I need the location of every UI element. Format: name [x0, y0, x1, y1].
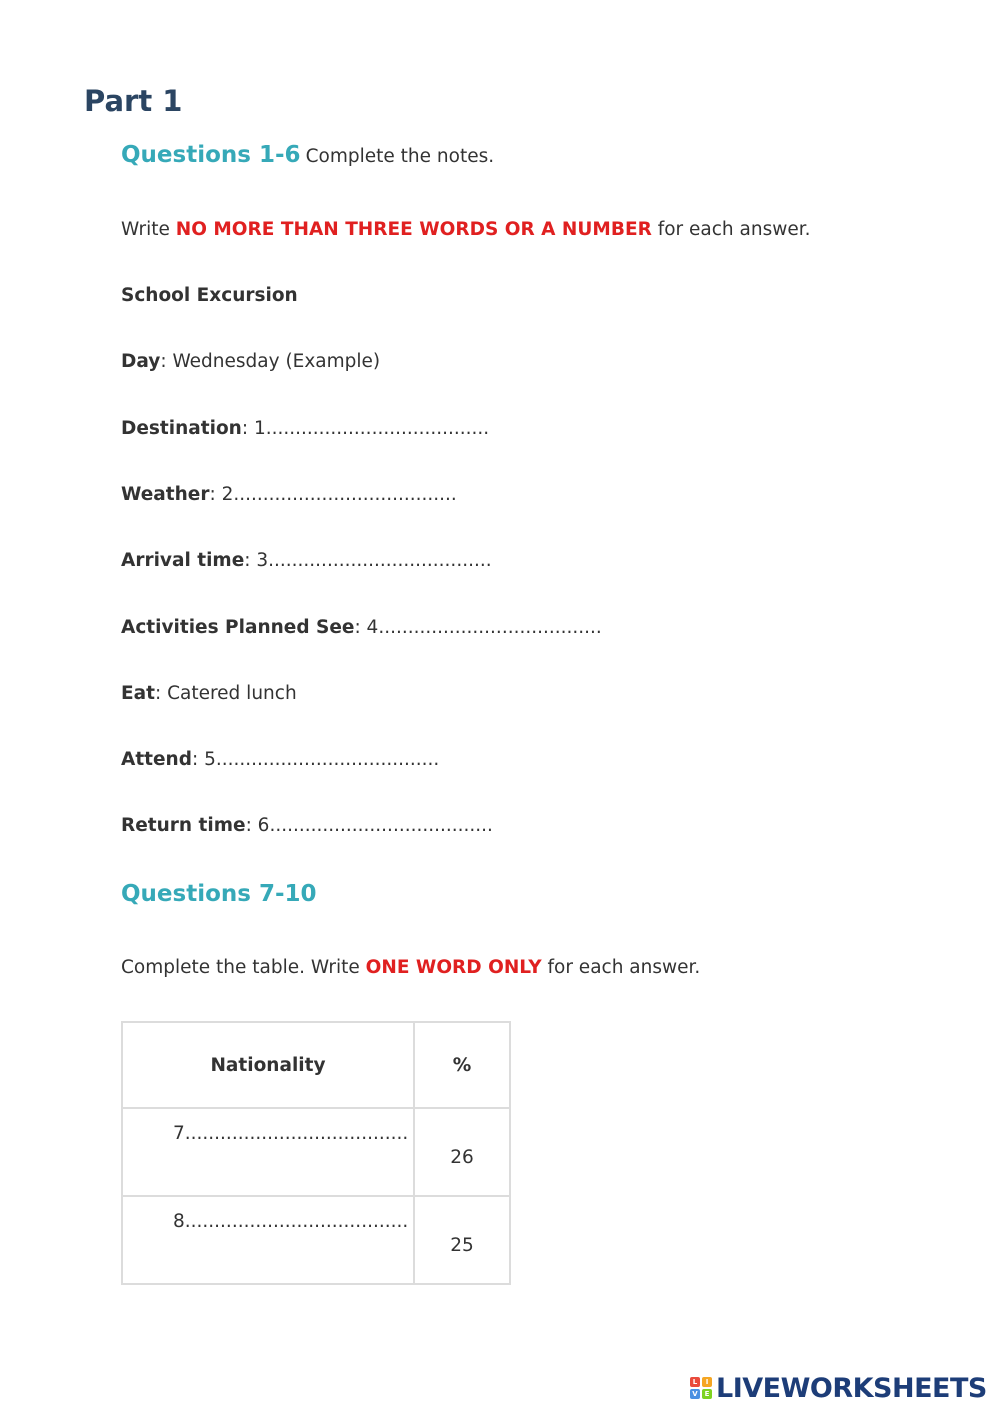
logo-block: V [690, 1389, 700, 1399]
note-destination [121, 418, 489, 439]
note-eat [121, 683, 297, 704]
note-label: Destination [121, 418, 242, 439]
percent-cell [414, 1108, 510, 1196]
note-activities [121, 617, 602, 638]
questions-1-6-note: Complete the notes. [305, 146, 495, 167]
answer-blank-1[interactable]: : 1...................................... [241, 418, 490, 439]
note-value: : Wednesday (Example) [160, 351, 381, 372]
answer-blank-6[interactable]: : 6...................................... [245, 815, 493, 836]
note-label: Weather [121, 484, 210, 505]
logo-block: E [702, 1389, 712, 1399]
instruction-2-emphasis: ONE WORD ONLY [365, 957, 542, 978]
header-nationality: Nationality [122, 1022, 414, 1108]
table-row [122, 1196, 510, 1284]
note-label: Return time [121, 815, 246, 836]
note-attend [121, 749, 439, 770]
instruction-2-post: for each answer. [541, 957, 701, 978]
table-header-row [122, 1022, 510, 1108]
logo-icon [690, 1377, 712, 1399]
note-label: Arrival time [121, 550, 245, 571]
answer-blank-3[interactable]: : 3...................................... [244, 550, 492, 571]
note-return-time [121, 815, 493, 836]
instruction-1 [121, 219, 811, 240]
note-label: Activities Planned See [121, 617, 355, 638]
note-arrival-time [121, 550, 492, 571]
percent-cell [414, 1196, 510, 1284]
note-label: Eat [121, 683, 155, 704]
liveworksheets-logo [690, 1372, 987, 1404]
notes-heading: School Excursion [121, 285, 298, 306]
instruction-1-emphasis: NO MORE THAN THREE WORDS OR A NUMBER [175, 219, 652, 240]
logo-block: I [702, 1377, 712, 1387]
instruction-1-post: for each answer. [651, 219, 811, 240]
logo-block: L [690, 1377, 700, 1387]
percent-value: 26 [450, 1147, 474, 1168]
instruction-2-pre: Complete the table. Write [121, 957, 366, 978]
note-day [121, 351, 380, 372]
note-label: Day [121, 351, 161, 372]
nationality-cell [122, 1108, 414, 1196]
questions-1-6-title: Questions 1-6 [121, 142, 301, 168]
answer-blank-7[interactable]: 7...................................... [173, 1123, 409, 1144]
header-percent: % [414, 1022, 510, 1108]
note-weather [121, 484, 457, 505]
part-title: Part 1 [84, 84, 183, 118]
answer-blank-8[interactable]: 8...................................... [173, 1211, 409, 1232]
answer-blank-5[interactable]: : 5...................................... [191, 749, 440, 770]
nationality-table [121, 1021, 511, 1285]
note-value: : Catered lunch [154, 683, 297, 704]
nationality-cell [122, 1196, 414, 1284]
instruction-1-pre: Write [121, 219, 176, 240]
percent-value: 25 [450, 1235, 474, 1256]
questions-7-10-title: Questions 7-10 [121, 881, 317, 907]
logo-text: LIVEWORKSHEETS [716, 1372, 987, 1404]
questions-1-6-heading [121, 142, 494, 168]
note-label: Attend [121, 749, 192, 770]
answer-blank-2[interactable]: : 2...................................... [209, 484, 457, 505]
table-row [122, 1108, 510, 1196]
answer-blank-4[interactable]: : 4...................................... [354, 617, 602, 638]
instruction-2 [121, 957, 700, 978]
